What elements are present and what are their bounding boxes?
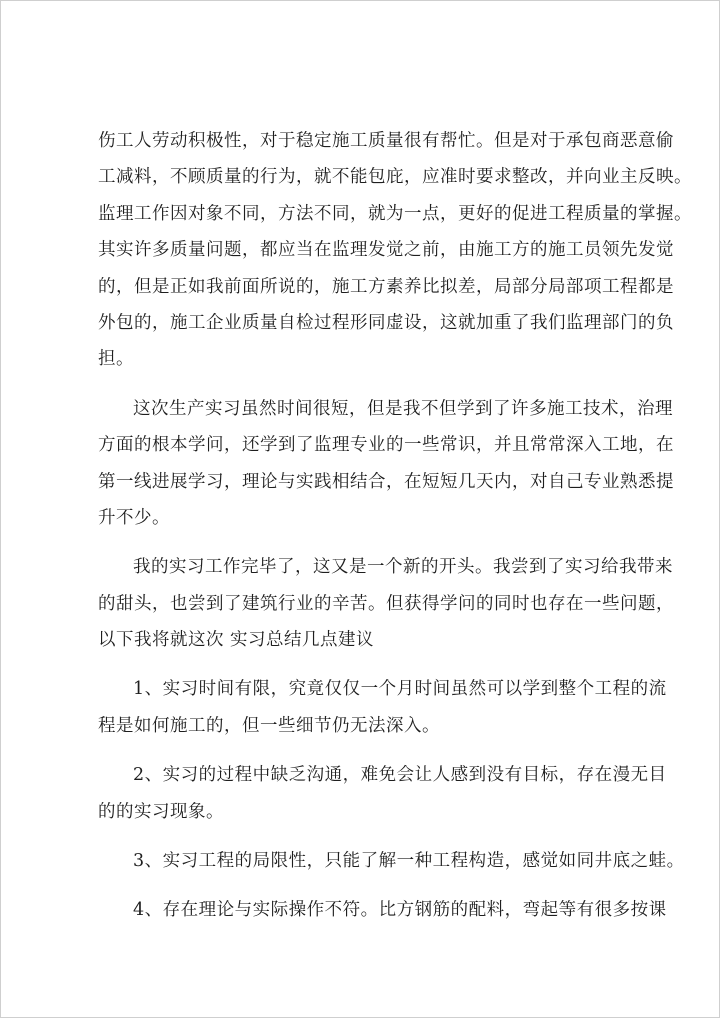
paragraph-gap <box>98 744 632 757</box>
paragraph <box>98 391 674 537</box>
text-line: 的甜头，也尝到了建筑行业的辛苦。但获得学问的同时也存在一些问题， <box>98 593 674 614</box>
paragraph-gap <box>98 879 632 892</box>
document-body <box>98 123 692 929</box>
text-line: 我的实习工作完毕了，这又是一个新的开头。我尝到了实习给我带来 <box>133 557 673 578</box>
text-line: 升不少。 <box>98 507 170 528</box>
text-line: 方面的根本学问，还学到了监理专业的一些常识，并且常常深入工地，在 <box>98 435 674 456</box>
text-line: 伤工人劳动积极性，对于稳定施工质量很有帮忙。但是对于承包商恶意偷 <box>98 131 674 151</box>
text-line: 第一线进展学习，理论与实践相结合，在短短几天内，对自己专业熟悉提 <box>98 471 674 492</box>
paragraph <box>98 671 667 744</box>
paragraph-gap <box>98 658 632 671</box>
paragraph-gap <box>98 536 632 549</box>
text-line: 1、实习时间有限，究竟仅仅一个月时间虽然可以学到整个工程的流 <box>133 679 667 700</box>
text-line: 这次生产实习虽然时间很短，但是我不但学到了许多施工技术，治理 <box>133 398 673 419</box>
text-line: 监理工作因对象不同，方法不同，就为一点，更好的促进工程质量的掌握。 <box>98 203 692 224</box>
paragraph-gap <box>98 830 632 843</box>
paragraph-gap <box>98 378 632 391</box>
text-line: 2、实习的过程中缺乏沟通，难免会让人感到没有目标，存在漫无目 <box>133 765 667 786</box>
text-line: 的，但是正如我前面所说的，施工方素养比拟差，局部分局部项工程都是 <box>98 276 674 297</box>
text-line: 担。 <box>98 349 134 370</box>
paragraph <box>98 843 685 879</box>
text-line: 的的实习现象。 <box>98 801 224 822</box>
text-line: 程是如何施工的，但一些细节仍无法深入。 <box>98 715 440 736</box>
paragraph <box>98 757 667 830</box>
text-line: 4、存在理论与实际操作不符。比方钢筋的配料，弯起等有很多按课 <box>133 900 667 921</box>
paragraph <box>98 892 667 928</box>
paragraph <box>98 549 674 658</box>
text-line: 其实许多质量问题，都应当在监理发觉之前，由施工方的施工员领先发觉 <box>98 240 674 261</box>
text-line: 外包的，施工企业质量自检过程形同虚设，这就加重了我们监理部门的负 <box>98 312 674 333</box>
text-line: 工减料，不顾质量的行为，就不能包庇，应准时要求整改，并向业主反映。 <box>98 167 692 188</box>
text-line: 3、实习工程的局限性，只能了解一种工程构造，感觉如同井底之蛙。 <box>133 851 685 872</box>
paragraph <box>98 123 692 378</box>
text-line: 以下我将就这次 实习总结几点建议 <box>98 630 375 651</box>
